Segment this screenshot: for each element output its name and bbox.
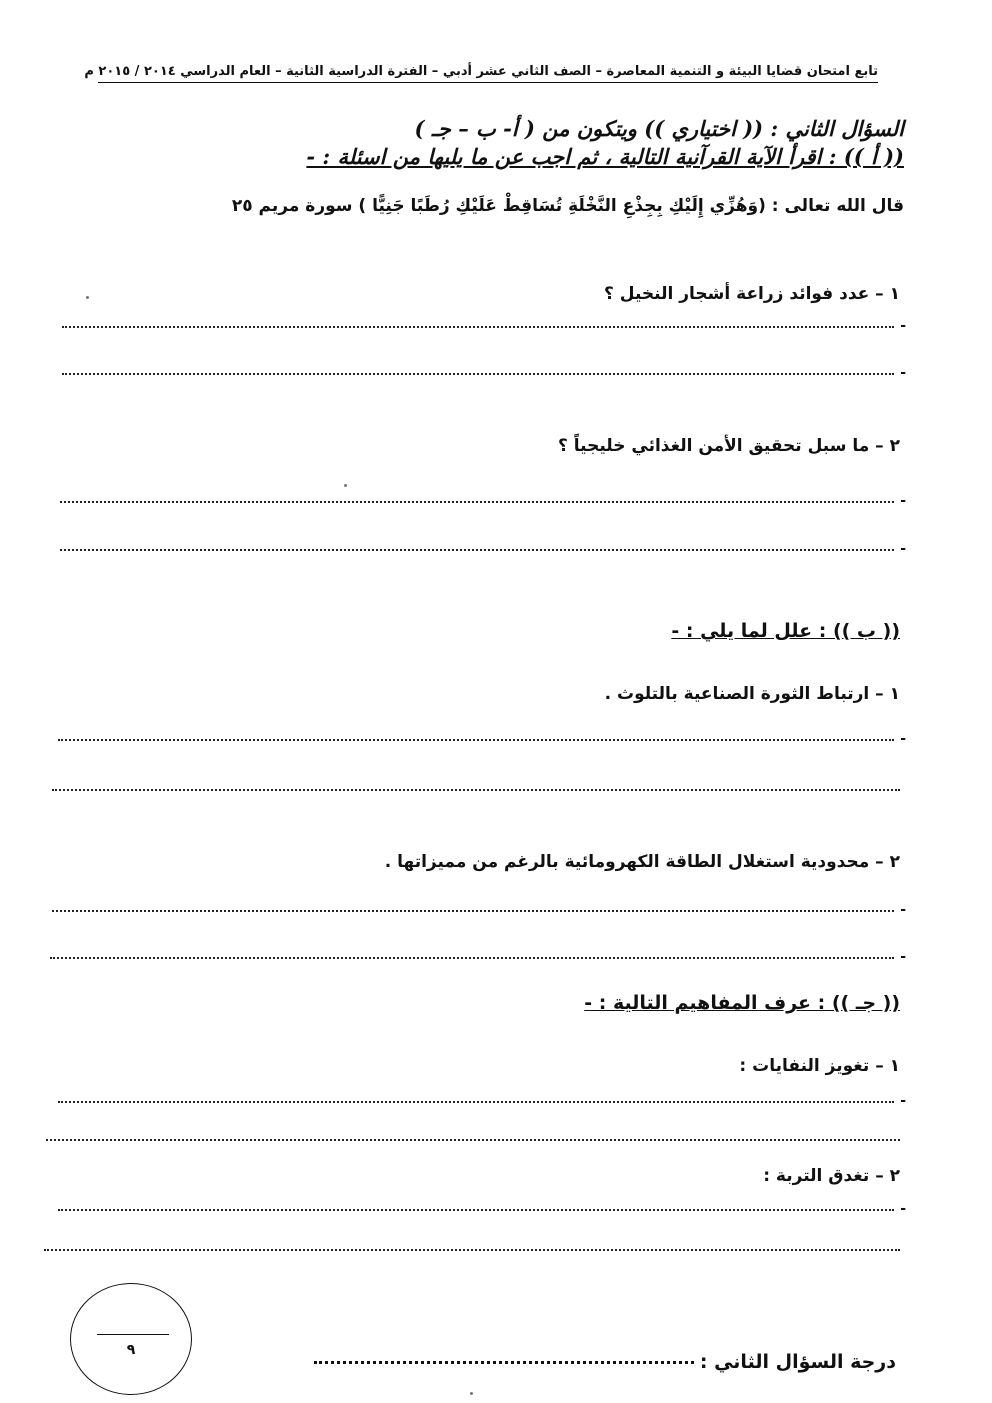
- grade-total: ٩: [126, 1342, 136, 1358]
- answer-dash: -: [900, 1201, 906, 1217]
- grade-label: درجة السؤال الثاني :: [699, 1351, 896, 1373]
- answer-dash: -: [900, 541, 906, 557]
- answer-dash: -: [900, 365, 906, 381]
- part-b-title: (( ب )) : علل لما يلي : -: [671, 620, 900, 642]
- part-c-title: (( جـ )) : عرف المفاهيم التالية : -: [584, 992, 900, 1014]
- answer-line[interactable]: [52, 780, 900, 794]
- part-b-item-1: ١ – ارتباط الثورة الصناعية بالتلوث .: [604, 684, 900, 704]
- grade-field[interactable]: [276, 1351, 896, 1373]
- answer-line[interactable]: [58, 1200, 906, 1217]
- grade-circle: [70, 1283, 192, 1395]
- answer-line[interactable]: [44, 1240, 900, 1254]
- answer-dash: -: [900, 493, 906, 509]
- answer-line[interactable]: [62, 317, 906, 334]
- answer-dash: -: [900, 1093, 906, 1109]
- scan-speck: [344, 484, 347, 487]
- answer-dash: -: [900, 731, 906, 747]
- part-b-item-2: ٢ – محدودية استغلال الطاقة الكهرومائية بالرغم من مميزاتها .: [384, 852, 900, 872]
- answer-line[interactable]: [52, 901, 906, 918]
- part-a-item-2: ٢ – ما سبل تحقيق الأمن الغذائي خليجياً ؟: [557, 436, 900, 456]
- answer-dash: -: [900, 949, 906, 965]
- scan-speck: [86, 296, 89, 299]
- part-c-item-2: ٢ – تغدق التربة :: [763, 1166, 900, 1186]
- answer-line[interactable]: [58, 1092, 906, 1109]
- scan-speck: [470, 1392, 473, 1395]
- answer-line[interactable]: [60, 540, 906, 557]
- answer-dash: -: [900, 902, 906, 918]
- quran-verse: قال الله تعالى : (وَهُزِّي إِلَيْكِ بِجِذْعِ النَّخْلَةِ تُسَاقِطْ عَلَيْكِ رُطَبًا جَنِيًّا ) سورة مريم ٢٥: [231, 196, 904, 216]
- part-a-title: (( أ )) : اقرأ الآية القرآنية التالية ، ثم اجب عن ما يليها من اسئلة : -: [306, 144, 904, 169]
- question-title: السؤال الثاني : (( اختياري )) ويتكون من ( أ- ب – جـ ): [414, 116, 904, 141]
- page-header: تابع امتحان قضايا البيئة و التنمية المعاصرة – الصف الثاني عشر أدبي – الفترة الدراسية الثانية – العام الدراسي ٢٠١٤ / ٢٠١٥ م: [98, 64, 878, 83]
- part-a-item-1: ١ – عدد فوائد زراعة أشجار النخيل ؟: [604, 284, 900, 304]
- answer-dash: -: [900, 318, 906, 334]
- part-c-item-1: ١ – تغويز النفايات :: [739, 1056, 900, 1076]
- answer-line[interactable]: [46, 1130, 900, 1144]
- answer-line[interactable]: [60, 492, 906, 509]
- answer-line[interactable]: [62, 364, 906, 381]
- answer-line[interactable]: [58, 730, 906, 747]
- answer-line[interactable]: [50, 948, 906, 965]
